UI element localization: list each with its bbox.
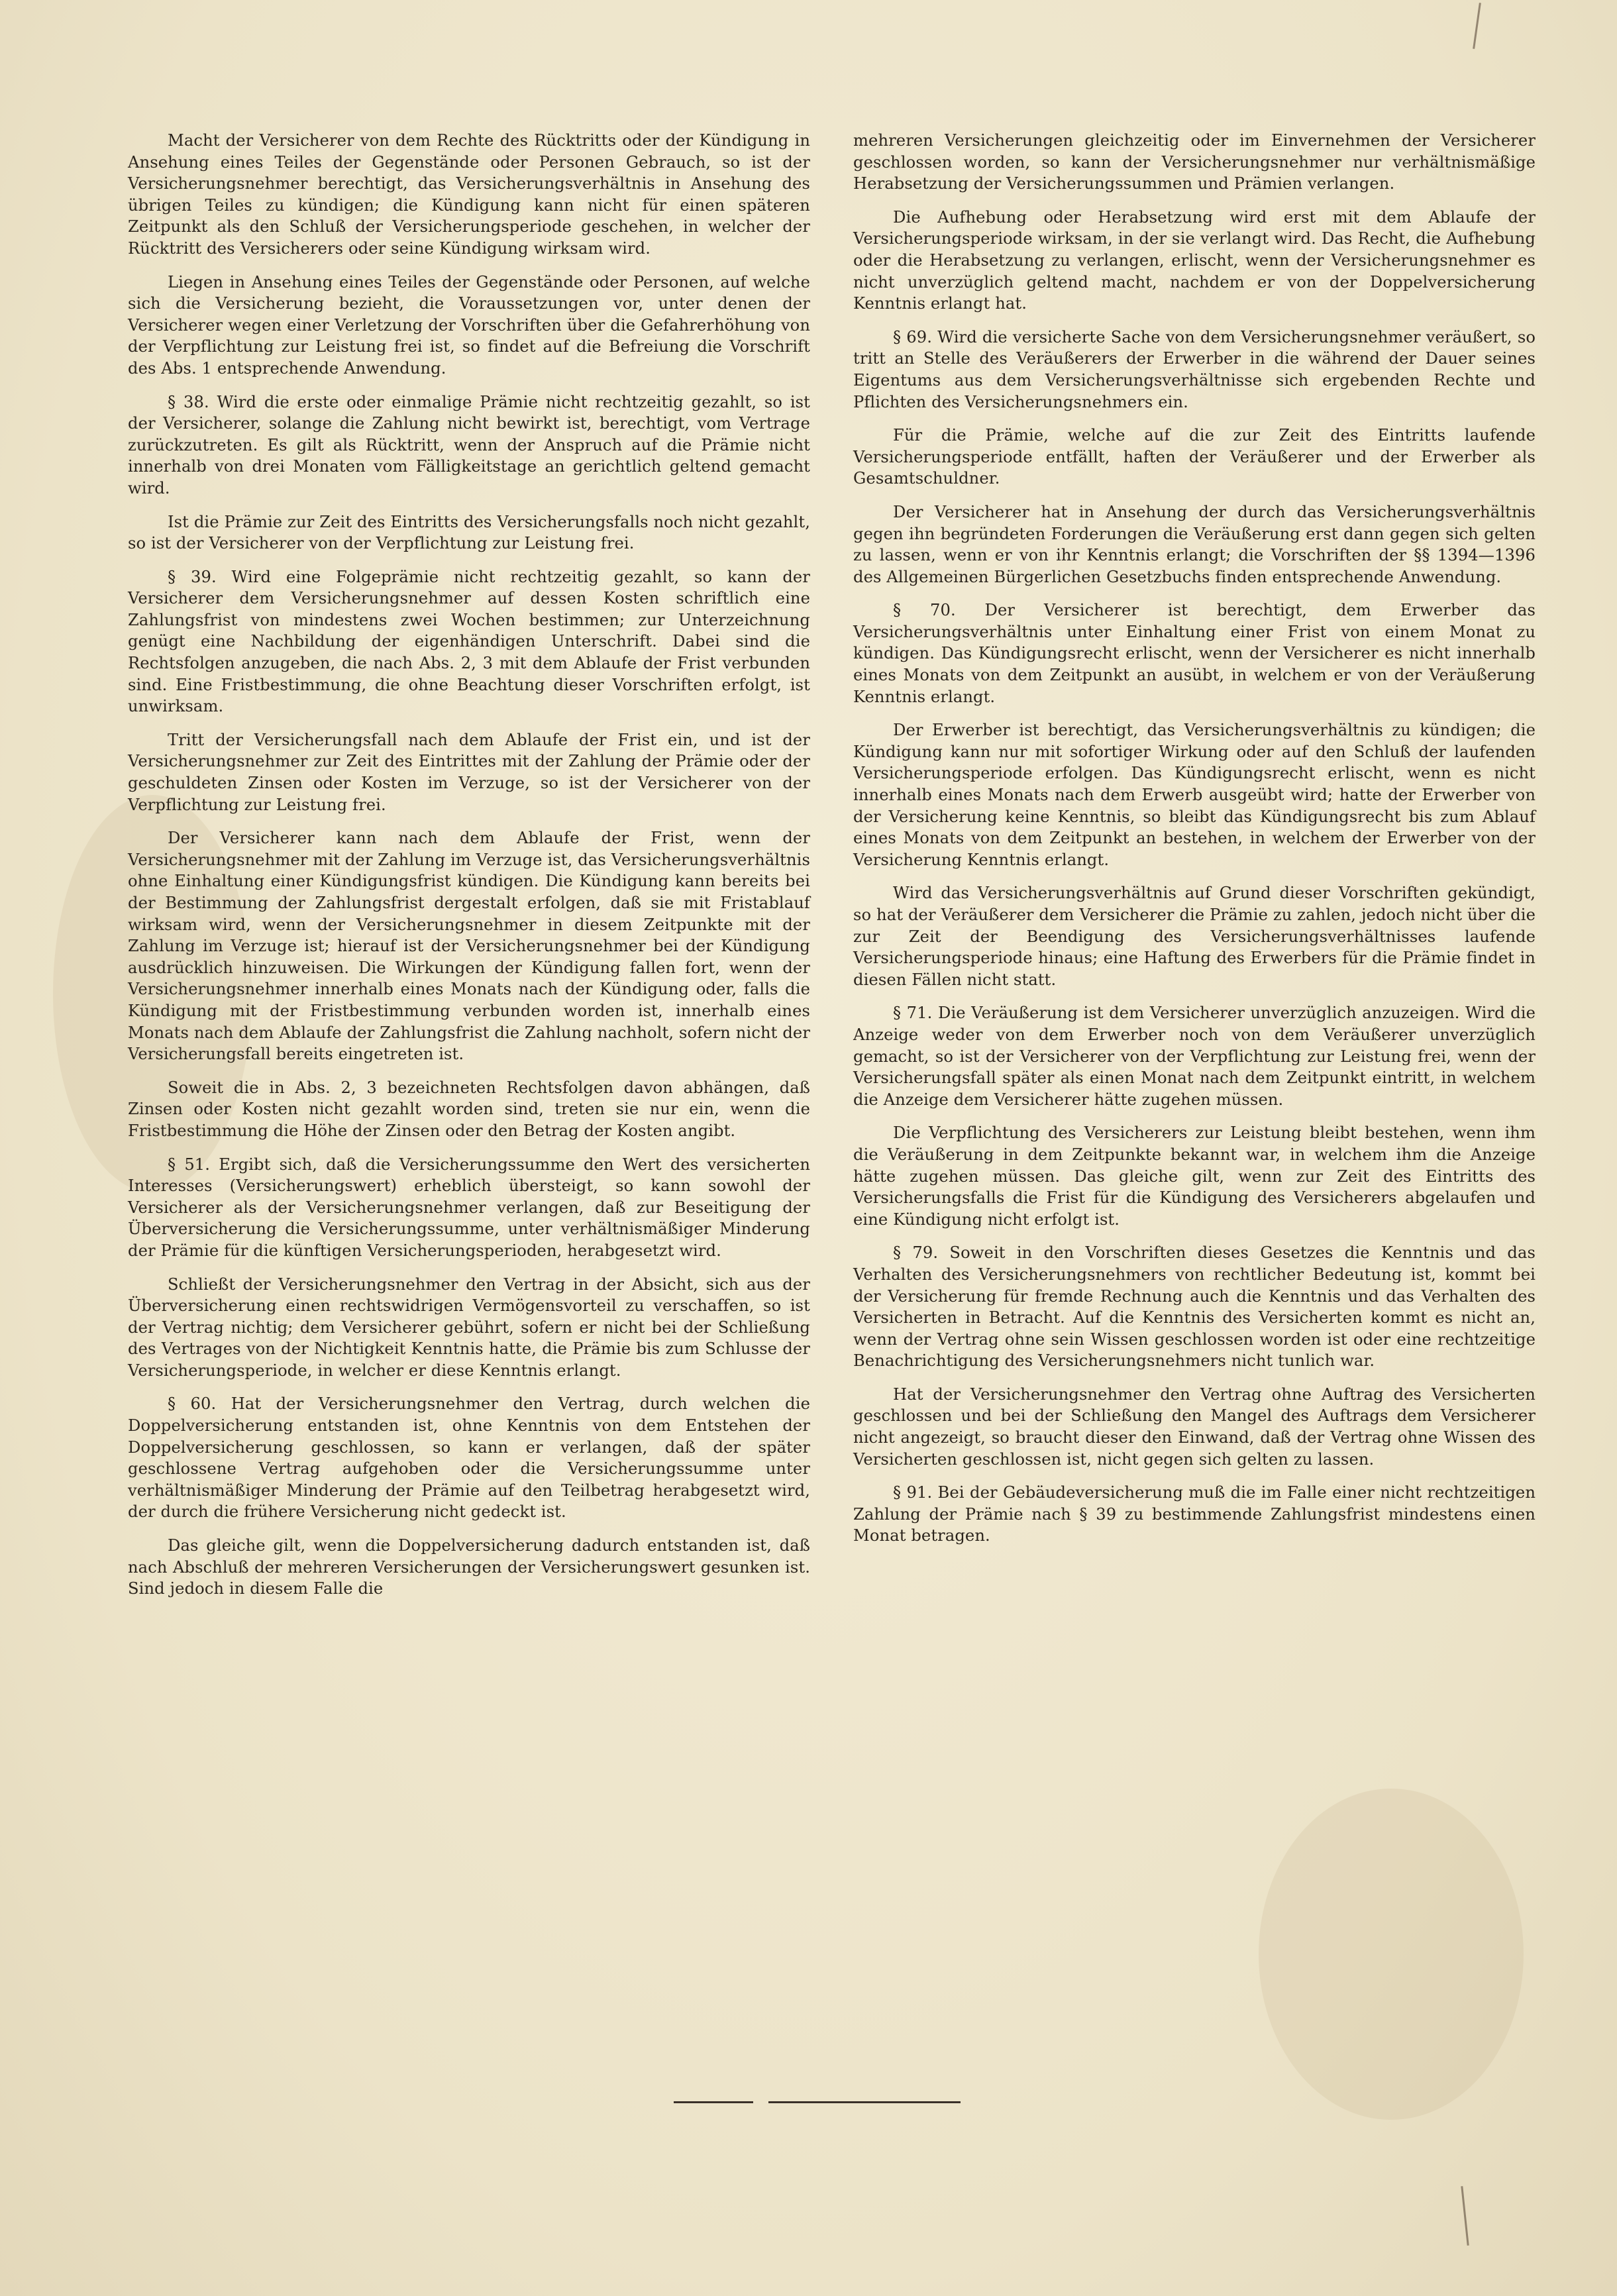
paragraph-section-79: § 79. Soweit in den Vorschriften dieses Gesetzes die Kenntnis und das Verhalten des Versicherungsnehmers von rechtlicher Bedeutung ist, kommt bei der Versicherung für fremde Rechnung auch die Kenntnis und das Verhalten des Versicherten in Betracht. Auf die Kenntnis des Versicherten kommt es nicht an, wenn der Vertrag ohne sein Wissen geschlossen worden ist oder eine rechtzeitige Benachrichtigung des Versicherungsnehmers nicht tunlich war. [853, 1243, 1536, 1371]
paragraph-section-71: § 71. Die Veräußerung ist dem Versicherer unverzüglich anzuzeigen. Wird die Anzeige weder von dem Erwerber noch von dem Veräußerer unverzüglich gemacht, so ist der Versicherer von der Verpflichtung zur Leistung frei, wenn der Versicherungsfall später als einen Monat nach dem Zeitpunkt eintritt, in welchem die Anzeige dem Versicherer hätte zugehen müssen. [853, 1004, 1536, 1109]
right-text-column [853, 130, 1536, 1559]
paper-stain [1259, 1789, 1524, 2120]
paragraph: Die Verpflichtung des Versicherers zur Leistung bleibt bestehen, wenn ihm die Veräußerung in dem Zeitpunkte bekannt war, in welchem ihm die Anzeige hätte zugehen müssen. Das gleiche gilt, wenn zur Zeit des Eintritts des Versicherungsfalls die Frist für die Kündigung des Versicherers abgelaufen und eine Kündigung nicht erfolgt ist. [853, 1123, 1536, 1229]
paper-edge-mark [1473, 3, 1481, 49]
paragraph-section-39: § 39. Wird eine Folgeprämie nicht rechtzeitig gezahlt, so kann der Versicherer dem Versicherungsnehmer auf dessen Kosten schriftlich eine Zahlungsfrist von mindestens zwei Wochen bestimmen; zur Unterzeichnung genügt eine Nachbildung der eigenhändigen Unterschrift. Dabei sind die Rechtsfolgen anzugeben, die nach Abs. 2, 3 mit dem Ablaufe der Frist verbunden sind. Eine Fristbestimmung, die ohne Beachtung dieser Vorschriften erfolgt, ist unwirksam. [128, 567, 810, 716]
paragraph: Soweit die in Abs. 2, 3 bezeichneten Rechtsfolgen davon abhängen, daß Zinsen oder Kosten nicht gezahlt worden sind, treten sie nur ein, wenn die Fristbestimmung die Höhe der Zinsen oder den Betrag der Kosten angibt. [128, 1078, 810, 1140]
paragraph: Der Versicherer kann nach dem Ablaufe der Frist, wenn der Versicherungsnehmer mit der Zahlung im Verzuge ist, das Versicherungsverhältnis ohne Einhaltung einer Kündigungsfrist kündigen. Die Kündigung kann bereits bei der Bestimmung der Zahlungsfrist dergestalt erfolgen, daß sie mit Fristablauf wirksam wird, wenn der Versicherungsnehmer in diesem Zeitpunkte mit der Zahlung im Verzuge ist; hierauf ist der Versicherungsnehmer bei der Kündigung ausdrücklich hinzuweisen. Die Wirkungen der Kündigung fallen fort, wenn der Versicherungsnehmer innerhalb eines Monats nach der Kündigung oder, falls die Kündigung mit der Fristbestimmung verbunden worden ist, innerhalb eines Monats nach dem Ablaufe der Zahlungsfrist die Zahlung nachholt, sofern nicht der Versicherungsfall bereits eingetreten ist. [128, 829, 810, 1064]
paragraph: Die Aufhebung oder Herabsetzung wird erst mit dem Ablaufe der Versicherungsperiode wirksam, in der sie verlangt wird. Das Recht, die Aufhebung oder die Herabsetzung zu verlangen, erlischt, wenn der Versicherungsnehmer es nicht unverzüglich geltend macht, nachdem er von der Doppelversicherung Kenntnis erlangt hat. [853, 207, 1536, 313]
left-text-column [128, 130, 810, 1612]
paragraph-continuation: mehreren Versicherungen gleichzeitig oder im Einvernehmen der Versicherer geschlossen worden, so kann der Versicherungsnehmer nur verhältnismäßige Herabsetzung der Versicherungssummen und Prämien verlangen. [853, 131, 1536, 193]
paragraph: Hat der Versicherungsnehmer den Vertrag ohne Auftrag des Versicherten geschlossen und bei der Schließung den Mangel des Auftrags dem Versicherer nicht angezeigt, so braucht dieser den Einwand, daß der Vertrag ohne Wissen des Versicherten geschlossen ist, nicht gegen sich gelten zu lassen. [853, 1384, 1536, 1469]
footer-rule-right [768, 2101, 961, 2103]
paragraph-section-70: § 70. Der Versicherer ist berechtigt, dem Erwerber das Versicherungsverhältnis unter Einhaltung einer Frist von einem Monat zu kündigen. Das Kündigungsrecht erlischt, wenn der Versicherer es nicht innerhalb eines Monats von dem Zeitpunkt an ausübt, in welchem er von der Veräußerung Kenntnis erlangt. [853, 601, 1536, 706]
paragraph: Der Versicherer hat in Ansehung der durch das Versicherungsverhältnis gegen ihn begründeten Forderungen die Veräußerung erst dann gegen sich gelten zu lassen, wenn er von ihr Kenntnis erlangt; die Vorschriften der §§ 1394—1396 des Allgemeinen Bürgerlichen Gesetzbuchs finden entsprechende Anwendung. [853, 502, 1536, 586]
paragraph-section-91: § 91. Bei der Gebäudeversicherung muß die im Falle einer nicht rechtzeitigen Zahlung der Prämie nach § 39 zu bestimmende Zahlungsfrist mindestens einen Monat betragen. [853, 1483, 1536, 1545]
paragraph-section-69: § 69. Wird die versicherte Sache von dem Versicherungsnehmer veräußert, so tritt an Stelle des Veräußerers der Erwerber in die während der Dauer seines Eigentums aus dem Versicherungsverhältnisse sich ergebenden Rechte und Pflichten des Versicherungsnehmers ein. [853, 327, 1536, 411]
paragraph-section-38: § 38. Wird die erste oder einmalige Prämie nicht rechtzeitig gezahlt, so ist der Versicherer, solange die Zahlung nicht bewirkt ist, berechtigt, vom Vertrage zurückzutreten. Es gilt als Rücktritt, wenn der Anspruch auf die Prämie nicht innerhalb von drei Monaten vom Fälligkeitstage an gerichtlich geltend gemacht wird. [128, 392, 810, 497]
paragraph: Der Erwerber ist berechtigt, das Versicherungsverhältnis zu kündigen; die Kündigung kann nur mit sofortiger Wirkung oder auf den Schluß der laufenden Versicherungsperiode erfolgen. Das Kündigungsrecht erlischt, wenn es nicht innerhalb eines Monats nach dem Erwerb ausgeübt wird; hatte der Erwerber von der Versicherung keine Kenntnis, so bleibt das Kündigungsrecht bis zum Ablauf eines Monats von dem Zeitpunkt an bestehen, in welchem der Erwerber von der Versicherung Kenntnis erlangt. [853, 721, 1536, 869]
paragraph-section-60: § 60. Hat der Versicherungsnehmer den Vertrag, durch welchen die Doppelversicherung entstanden ist, ohne Kenntnis von dem Entstehen der Doppelversicherung geschlossen, so kann er verlangen, daß der später geschlossene Vertrag aufgehoben oder die Versicherungssumme unter verhältnismäßiger Minderung der Prämie auf den Teilbetrag herabgesetzt wird, der durch die frühere Versicherung nicht gedeckt ist. [128, 1394, 810, 1522]
paragraph-section-51: § 51. Ergibt sich, daß die Versicherungssumme den Wert des versicherten Interesses (Versicherungswert) erheblich übersteigt, so kann sowohl der Versicherer als der Versicherungsnehmer verlangen, daß zur Beseitigung der Überversicherung die Versicherungssumme, unter verhältnismäßiger Minderung der Prämie für die künftigen Versicherungsperioden, herabgesetzt wird. [128, 1155, 810, 1260]
paragraph: Tritt der Versicherungsfall nach dem Ablaufe der Frist ein, und ist der Versicherungsnehmer zur Zeit des Eintrittes mit der Zahlung der Prämie oder der geschuldeten Zinsen oder Kosten im Verzuge, so ist der Versicherer von der Verpflichtung zur Leistung frei. [128, 730, 810, 814]
paper-edge-mark [1461, 2186, 1469, 2246]
paragraph: Schließt der Versicherungsnehmer den Vertrag in der Absicht, sich aus der Überversicherung einen rechtswidrigen Vermögensvorteil zu verschaffen, so ist der Vertrag nichtig; dem Versicherer gebührt, sofern er nicht bei der Schließung des Vertrages von der Nichtigkeit Kenntnis hatte, die Prämie bis zum Schlusse der Versicherungsperiode, in welcher er diese Kenntnis erlangt. [128, 1275, 810, 1380]
paragraph: Macht der Versicherer von dem Rechte des Rücktritts oder der Kündigung in Ansehung eines Teiles der Gegenstände oder Personen Gebrauch, so ist der Versicherungsnehmer berechtigt, das Versicherungsverhältnis in Ansehung des übrigen Teiles zu kündigen; die Kündigung kann nicht für einen späteren Zeitpunkt als den Schluß der Versicherungsperiode geschehen, in welcher der Rücktritt des Versicherers oder seine Kündigung wirksam wird. [128, 131, 810, 258]
paragraph: Das gleiche gilt, wenn die Doppelversicherung dadurch entstanden ist, daß nach Abschluß der mehreren Versicherungen der Versicherungswert gesunken ist. Sind jedoch in diesem Falle die [128, 1536, 810, 1598]
paragraph: Liegen in Ansehung eines Teiles der Gegenstände oder Personen, auf welche sich die Versicherung bezieht, die Voraussetzungen vor, unter denen der Versicherer wegen einer Verletzung der Vorschriften über die Gefahrerhöhung von der Verpflichtung zur Leistung frei ist, so findet auf die Befreiung die Vorschrift des Abs. 1 entsprechende Anwendung. [128, 272, 810, 378]
footer-rule-left [674, 2101, 753, 2103]
paragraph: Für die Prämie, welche auf die zur Zeit des Eintritts laufende Versicherungsperiode entfällt, haften der Veräußerer und der Erwerber als Gesamtschuldner. [853, 426, 1536, 488]
paragraph: Wird das Versicherungsverhältnis auf Grund dieser Vorschriften gekündigt, so hat der Veräußerer dem Versicherer die Prämie zu zahlen, jedoch nicht über die zur Zeit der Beendigung des Versicherungsverhältnisses laufende Versicherungsperiode hinaus; eine Haftung des Erwerbers für die Prämie findet in diesen Fällen nicht statt. [853, 884, 1536, 989]
paragraph: Ist die Prämie zur Zeit des Eintritts des Versicherungsfalls noch nicht gezahlt, so ist der Versicherer von der Verpflichtung zur Leistung frei. [128, 512, 810, 553]
